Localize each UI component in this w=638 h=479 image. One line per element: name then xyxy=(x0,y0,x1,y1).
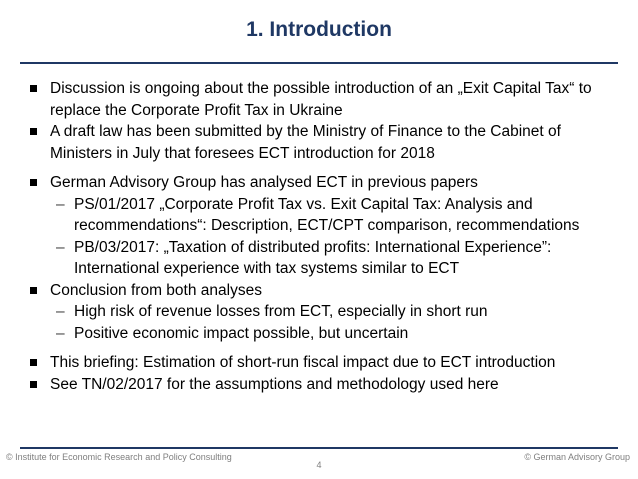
square-bullet-icon xyxy=(30,85,37,92)
bullet-text: Conclusion from both analyses xyxy=(50,281,262,299)
sub-bullet-item xyxy=(30,194,615,237)
bullet-text: German Advisory Group has analysed ECT in previous papers xyxy=(50,174,478,191)
bullet-item xyxy=(30,78,615,121)
bullet-text: This briefing: Estimation of short-run fiscal impact due to ECT introduction xyxy=(50,354,556,371)
sub-bullet-text: PB/03/2017: „Taxation of distributed profits: International Experience”: International experience with tax systems similar to ECT xyxy=(74,238,552,277)
square-bullet-icon xyxy=(30,179,37,186)
page-number: 4 xyxy=(316,460,322,470)
bullet-text: See TN/02/2017 for the assumptions and methodology used here xyxy=(50,375,499,393)
sub-bullet-item xyxy=(30,237,615,280)
footer-copyright-ier: © Institute for Economic Research and Policy Consulting xyxy=(6,452,232,462)
footer-divider xyxy=(20,447,618,449)
bullet-text: Discussion is ongoing about the possible introduction of an „Exit Capital Tax“ to replace the Corporate Profit Tax in Ukraine xyxy=(50,80,592,119)
slide-content xyxy=(30,78,615,395)
bullet-text: A draft law has been submitted by the Ministry of Finance to the Cabinet of Ministers in July that foresees ECT introduction for 2018 xyxy=(50,123,561,162)
bullet-item xyxy=(30,374,615,396)
bullet-item xyxy=(30,280,615,302)
dash-bullet-icon: – xyxy=(56,195,65,213)
square-bullet-icon xyxy=(30,381,37,388)
dash-bullet-icon: – xyxy=(56,324,65,342)
footer-copyright-gag: © German Advisory Group xyxy=(524,452,630,462)
dash-bullet-icon: – xyxy=(56,238,65,256)
sub-bullet-text: High risk of revenue losses from ECT, especially in short run xyxy=(74,303,488,320)
dash-bullet-icon: – xyxy=(56,303,65,320)
square-bullet-icon xyxy=(30,128,37,135)
bullet-item xyxy=(30,352,615,374)
bullet-item xyxy=(30,172,615,194)
sub-bullet-text: Positive economic impact possible, but uncertain xyxy=(74,324,409,342)
bullet-item xyxy=(30,121,615,164)
square-bullet-icon xyxy=(30,359,37,366)
sub-bullet-item xyxy=(30,323,615,345)
slide-title: 1. Introduction xyxy=(246,18,392,41)
sub-bullet-text: PS/01/2017 „Corporate Profit Tax vs. Exit Capital Tax: Analysis and recommendations“: Description, ECT/CPT comparison, recommendations xyxy=(74,195,580,234)
sub-bullet-item xyxy=(30,301,615,323)
square-bullet-icon xyxy=(30,287,37,294)
title-divider xyxy=(20,62,618,64)
